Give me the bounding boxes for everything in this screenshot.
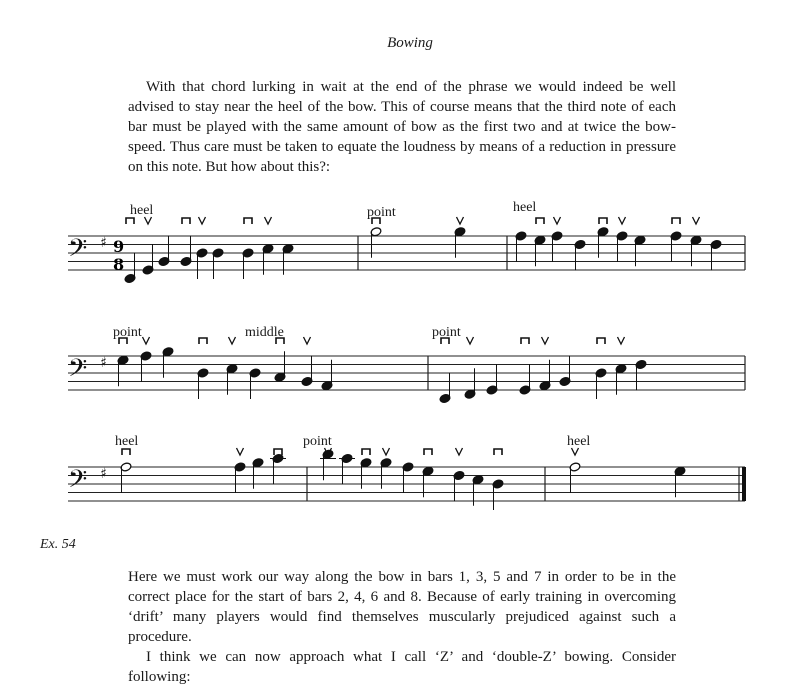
up-bow-icon: [383, 448, 390, 455]
down-bow-icon: [672, 218, 680, 224]
bowing-label: point: [113, 325, 142, 340]
up-bow-icon: [456, 448, 463, 455]
down-bow-icon: [494, 449, 502, 455]
down-bow-icon: [597, 338, 605, 344]
paragraph-text: Here we must work our way along the bow in bars 1, 3, 5 and 7 in order to be in the correct place for the start of bars 2, 4, 6 and 8. Because of early training in overcoming ‘drift’ many players would find themselves muscularly prejudiced against such a procedure.: [128, 569, 676, 645]
paragraph-explanation: [128, 567, 676, 687]
up-bow-icon: [229, 337, 236, 344]
up-bow-icon: [457, 217, 464, 224]
up-bow-icon: [467, 337, 474, 344]
down-bow-icon: [536, 218, 544, 224]
up-bow-icon: [199, 217, 206, 224]
bass-clef-icon: 𝄢: [68, 465, 88, 500]
bowing-label: point: [303, 434, 332, 449]
paragraph-text: I think we can now approach what I call ‘Z’ and ‘double-Z’ bowing. Consider following:: [128, 649, 676, 685]
up-bow-icon: [693, 217, 700, 224]
up-bow-icon: [554, 217, 561, 224]
down-bow-icon: [362, 449, 370, 455]
up-bow-icon: [618, 337, 625, 344]
bowing-label: heel: [130, 203, 154, 218]
running-heading: Bowing: [387, 35, 433, 51]
example-caption: Ex. 54: [40, 537, 76, 552]
sharp-key-signature: ♯: [100, 355, 107, 371]
up-bow-icon: [237, 448, 244, 455]
down-bow-icon: [244, 218, 252, 224]
time-signature-numerator: 9: [113, 237, 125, 256]
up-bow-icon: [265, 217, 272, 224]
down-bow-icon: [599, 218, 607, 224]
up-bow-icon: [143, 337, 150, 344]
paragraph-text: With that chord lurking in wait at the end of the phrase we would indeed be well advised to stay near the heel of the bow. This of course means that the third note of each bar must be played with the same amount of bow as the first two and at twice the bow-speed. Thus care must be taken to equate the loudness by means of a reduction in pressure on this note. But how about this?:: [128, 79, 676, 175]
up-bow-icon: [619, 217, 626, 224]
bowing-label: middle: [245, 325, 284, 340]
bowing-label: heel: [567, 434, 591, 449]
down-bow-icon: [521, 338, 529, 344]
bass-clef-icon: 𝄢: [68, 234, 88, 269]
down-bow-icon: [424, 449, 432, 455]
down-bow-icon: [182, 218, 190, 224]
down-bow-icon: [274, 449, 282, 455]
sharp-key-signature: ♯: [100, 466, 107, 482]
up-bow-icon: [542, 337, 549, 344]
time-signature-denominator: 8: [113, 255, 125, 274]
bowing-label: point: [432, 325, 461, 340]
bowing-label: point: [367, 205, 396, 220]
bowing-label: heel: [513, 200, 537, 215]
up-bow-icon: [304, 337, 311, 344]
sharp-key-signature: ♯: [100, 235, 107, 251]
down-bow-icon: [199, 338, 207, 344]
bowing-label: heel: [115, 434, 139, 449]
bass-clef-icon: 𝄢: [68, 354, 88, 389]
